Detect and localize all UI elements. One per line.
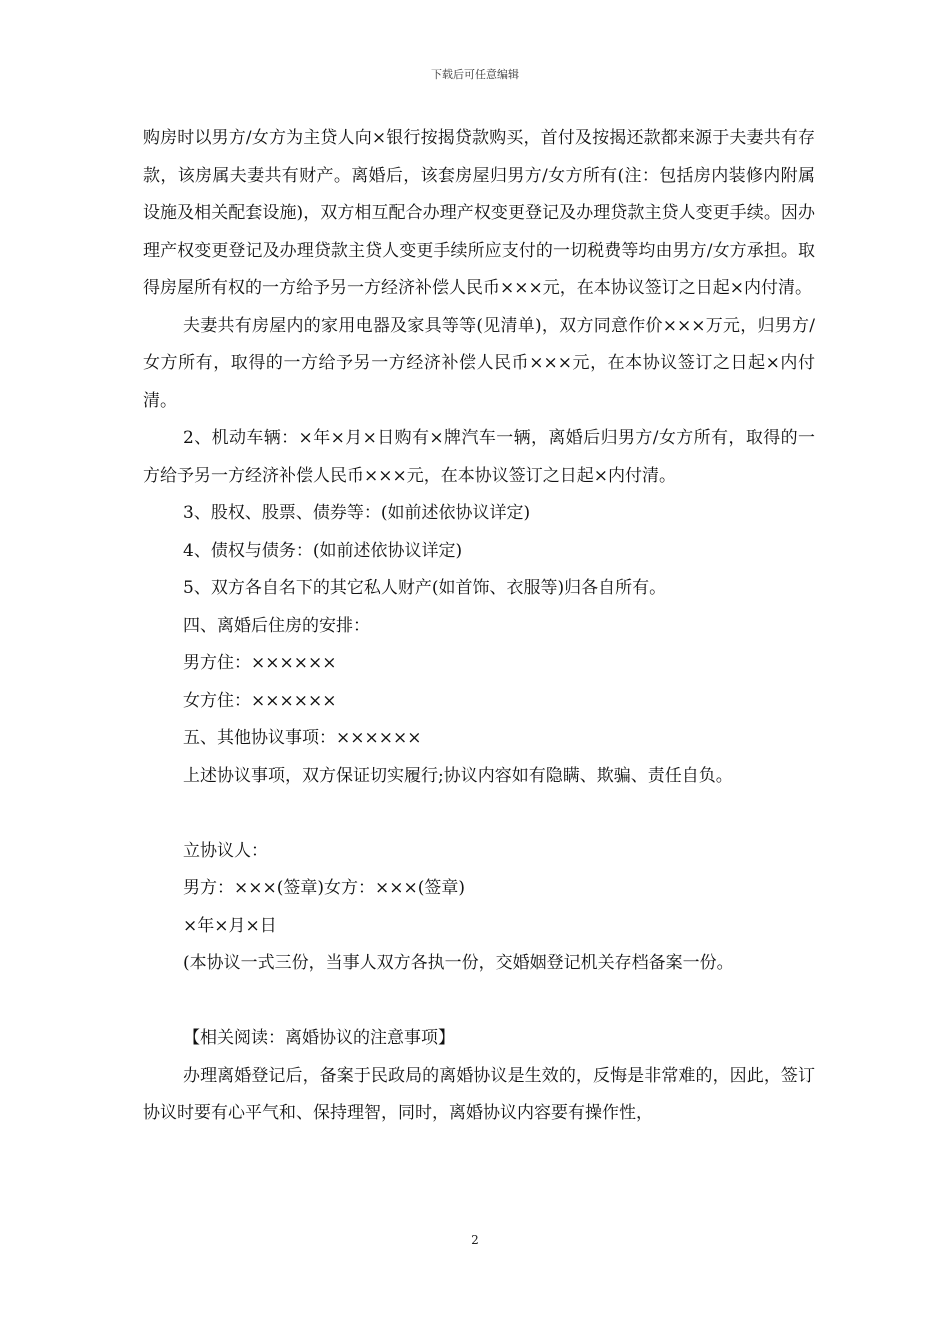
copies-note: (本协议一式三份，当事人双方各执一份，交婚姻登记机关存档备案一份。 xyxy=(183,953,734,973)
spacer xyxy=(143,795,815,833)
paragraph-vehicle: 2、机动车辆：×年×月×日购有×牌汽车一辆，离婚后归男方/女方所有，取得的一方给予另一方经济补偿人民币×××元，在本协议签订之日起×内付清。 xyxy=(143,428,815,486)
paragraph-related-reading: 办理离婚登记后，备案于民政局的离婚协议是生效的，反悔是非常难的，因此，签订协议时要有心平气和、保持理智，同时，离婚协议内容要有操作性， xyxy=(143,1065,815,1123)
housing-female: 女方住：×××××× xyxy=(183,690,337,711)
page-number: 2 xyxy=(471,1233,479,1247)
item-private-property: 5、双方各自名下的其它私人财产(如首饰、衣服等)归各自所有。 xyxy=(183,578,667,598)
paragraph-appliances: 夫妻共有房屋内的家用电器及家具等等(见清单)，双方同意作价×××万元，归男方/女方所有，取得的一方给予另一方经济补偿人民币×××元，在本协议签订之日起×内付清。 xyxy=(143,315,815,411)
item-stocks: 3、股权、股票、债券等：(如前述依协议详定) xyxy=(183,503,531,523)
item-debts: 4、债权与债务：(如前述依协议详定) xyxy=(183,540,463,561)
paragraph-house: 购房时以男方/女方为主贷人向×银行按揭贷款购买，首付及按揭还款都来源于夫妻共有存款，该房属夫妻共有财产。离婚后，该套房屋归男方/女方所有(注：包括房内装修内附属设施及相关配套设施)，双方相互配合办理产权变更登记及办理贷款主贷人变更手续。因办理产权变更登记及办理贷款主贷人变更手续所应支付的一切税费等均由男方/女方承担。取得房屋所有权的一方给予另一方经济补偿人民币×××元，在本协议签订之日起×内付清。 xyxy=(143,128,815,298)
date-line: ×年×月×日 xyxy=(183,915,277,936)
performance-guarantee: 上述协议事项，双方保证切实履行;协议内容如有隐瞒、欺骗、责任自负。 xyxy=(183,765,733,786)
signatory-heading: 立协议人： xyxy=(183,840,268,861)
section-other-matters: 五、其他协议事项：×××××× xyxy=(183,728,422,748)
related-reading-heading: 【相关阅读：离婚协议的注意事项】 xyxy=(183,1028,455,1048)
signature-line: 男方：×××(签章)女方：×××(签章) xyxy=(183,878,465,898)
housing-male: 男方住：×××××× xyxy=(183,653,337,673)
document-body xyxy=(143,120,815,1133)
section-housing-heading: 四、离婚后住房的安排： xyxy=(183,615,370,636)
page-header: 下载后可任意编辑 xyxy=(431,68,519,81)
spacer xyxy=(143,983,815,1021)
